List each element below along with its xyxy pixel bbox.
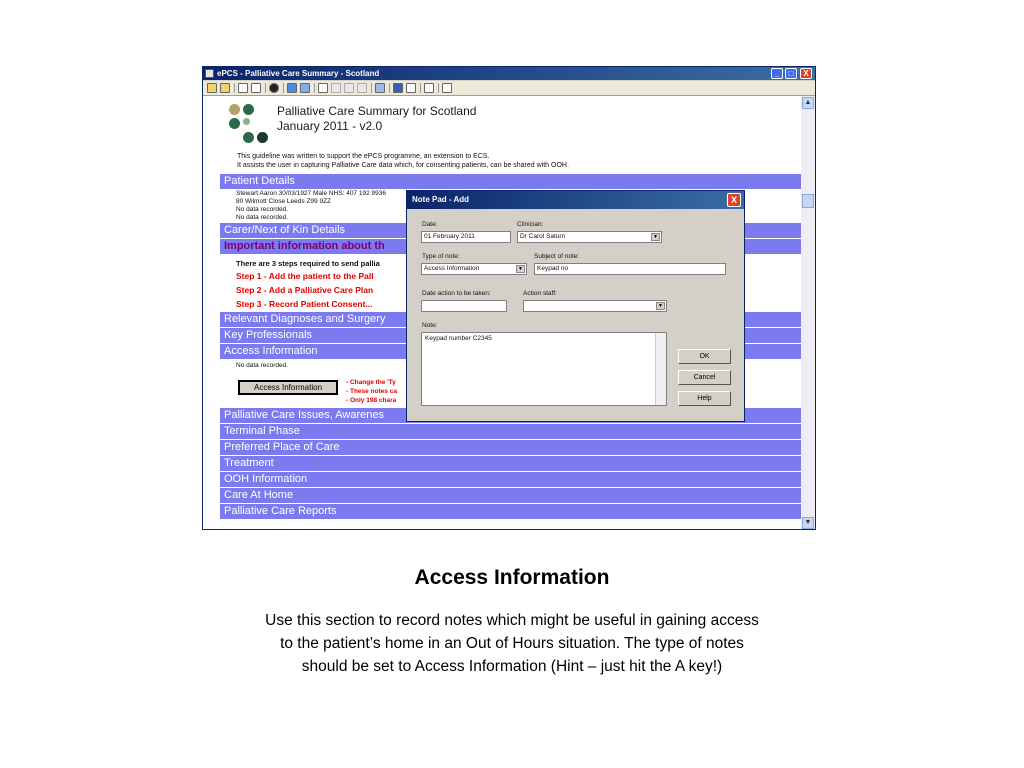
scroll-thumb[interactable] xyxy=(802,194,814,208)
note-text: Keypad number C2345 xyxy=(425,335,492,342)
toolbar xyxy=(203,81,815,96)
chevron-down-icon[interactable]: ▼ xyxy=(651,233,660,241)
access-hint: - Change the 'Ty xyxy=(346,379,396,386)
type-label: Type of note: xyxy=(422,253,460,260)
help-button[interactable]: Help xyxy=(678,391,731,406)
patient-line: 80 Wilmott Close Leeds Z99 9ZZ xyxy=(236,198,332,205)
logo-dot-icon xyxy=(243,132,254,143)
list-icon[interactable] xyxy=(406,83,416,93)
steps-lead-text: There are 3 steps required to send pallia xyxy=(236,259,380,268)
spell-icon[interactable] xyxy=(357,83,367,93)
section-preferred-place[interactable]: Preferred Place of Care xyxy=(220,440,801,455)
section-carer[interactable]: Carer/Next of Kin Details xyxy=(220,223,801,238)
caption-line: to the patient’s home in an Out of Hours situation. The type of notes xyxy=(280,635,744,652)
section-diagnoses[interactable]: Relevant Diagnoses and Surgery xyxy=(220,312,801,327)
clinician-label: Clinician: xyxy=(517,221,544,228)
patient-line: Stewart Aaron 30/03/1927 Male NHS: 407 192 9936 xyxy=(236,190,386,197)
section-important-info[interactable]: Important information about th xyxy=(220,239,801,254)
section-care-issues[interactable]: Palliative Care Issues, Awarenes xyxy=(220,408,801,423)
record-icon[interactable] xyxy=(269,83,279,93)
document-title xyxy=(277,104,476,134)
type-value: Access Information xyxy=(424,265,480,272)
caption-title: Access Information xyxy=(414,566,610,589)
intro-line: It assists the user in capturing Palliative Care data which, for consenting patients, can be shared with OOH. xyxy=(237,162,569,169)
step-3-link[interactable]: Step 3 - Record Patient Consent... xyxy=(236,299,373,309)
pin-icon[interactable] xyxy=(442,83,452,93)
dialog-title: Note Pad - Add xyxy=(407,191,744,209)
copy-icon[interactable] xyxy=(318,83,328,93)
open-folder-icon[interactable] xyxy=(207,83,217,93)
action-date-label: Date action to be taken: xyxy=(422,290,491,297)
folder-icon[interactable] xyxy=(220,83,230,93)
notes-icon[interactable] xyxy=(238,83,248,93)
section-reports[interactable]: Palliative Care Reports xyxy=(220,504,801,519)
logo-dot-icon xyxy=(243,104,254,115)
maximize-button[interactable]: □ xyxy=(785,68,797,79)
section-treatment[interactable]: Treatment xyxy=(220,456,801,471)
type-of-note-dropdown[interactable] xyxy=(421,263,527,275)
chevron-down-icon[interactable]: ▼ xyxy=(516,265,525,273)
chevron-down-icon[interactable]: ▼ xyxy=(656,302,665,310)
logo-dot-icon xyxy=(243,118,250,125)
title-bar xyxy=(203,67,815,80)
clinician-dropdown[interactable] xyxy=(517,231,662,243)
access-hint: - These notes ca xyxy=(346,388,397,395)
logo-dot-icon xyxy=(257,132,268,143)
edit-icon[interactable] xyxy=(300,83,310,93)
scroll-up-icon[interactable]: ▲ xyxy=(802,97,814,109)
cancel-button[interactable]: Cancel xyxy=(678,370,731,385)
note-scrollbar[interactable] xyxy=(655,333,666,405)
step-1-link[interactable]: Step 1 - Add the patient to the Pall xyxy=(236,271,374,281)
document-title-line2: January 2011 - v2.0 xyxy=(277,119,383,133)
cut-icon[interactable] xyxy=(331,83,341,93)
intro-line: This guideline was written to support the ePCS programme, an extension to ECS. xyxy=(237,153,490,160)
clinician-value: Dr Carol Saturn xyxy=(520,233,566,240)
subject-field[interactable]: Keypad no xyxy=(534,263,726,275)
logo-dot-icon xyxy=(229,118,240,129)
app-icon xyxy=(205,69,214,78)
document-icon[interactable] xyxy=(251,83,261,93)
access-information-button[interactable]: Access Information xyxy=(238,380,338,395)
calendar-icon[interactable] xyxy=(393,83,403,93)
action-staff-dropdown[interactable] xyxy=(523,300,667,312)
intro-text xyxy=(237,152,569,170)
paste-icon[interactable] xyxy=(344,83,354,93)
dialog-close-button[interactable]: X xyxy=(727,193,741,207)
action-date-field[interactable] xyxy=(421,300,507,312)
patient-line: No data recorded. xyxy=(236,206,289,213)
note-pad-dialog xyxy=(406,190,745,422)
caption-line: Use this section to record notes which might be useful in gaining access xyxy=(265,612,759,629)
document-title-line1: Palliative Care Summary for Scotland xyxy=(277,104,477,118)
note-textarea[interactable] xyxy=(421,332,667,406)
section-care-at-home[interactable]: Care At Home xyxy=(220,488,801,503)
chart-icon[interactable] xyxy=(287,83,297,93)
section-key-professionals[interactable]: Key Professionals xyxy=(220,328,801,343)
section-terminal-phase[interactable]: Terminal Phase xyxy=(220,424,801,439)
window-title: ePCS - Palliative Care Summary - Scotland xyxy=(217,69,380,78)
note-label: Note: xyxy=(422,322,438,329)
caption-body xyxy=(212,609,812,678)
section-patient-details[interactable]: Patient Details xyxy=(220,174,801,189)
ok-button[interactable]: OK xyxy=(678,349,731,364)
subject-label: Subject of note: xyxy=(534,253,580,260)
caption-line: should be set to Access Information (Hint – just hit the A key!) xyxy=(301,658,723,675)
help-icon[interactable] xyxy=(424,83,434,93)
action-staff-label: Action staff: xyxy=(523,290,557,297)
close-window-button[interactable]: X xyxy=(800,68,812,79)
step-2-link[interactable]: Step 2 - Add a Palliative Care Plan xyxy=(236,285,374,295)
save-icon[interactable] xyxy=(375,83,385,93)
logo-dot-icon xyxy=(229,104,240,115)
section-access-information[interactable]: Access Information xyxy=(220,344,801,359)
access-hint: - Only 198 chara xyxy=(346,397,397,404)
patient-line: No data recorded. xyxy=(236,214,289,221)
minimize-button[interactable]: _ xyxy=(771,68,783,79)
section-ooh-information[interactable]: OOH Information xyxy=(220,472,801,487)
date-field[interactable]: 01 February 2011 xyxy=(421,231,511,243)
access-no-data: No data recorded. xyxy=(236,362,289,369)
vertical-scrollbar[interactable] xyxy=(801,96,815,530)
scroll-down-icon[interactable]: ▼ xyxy=(802,517,814,529)
date-label: Date: xyxy=(422,221,438,228)
